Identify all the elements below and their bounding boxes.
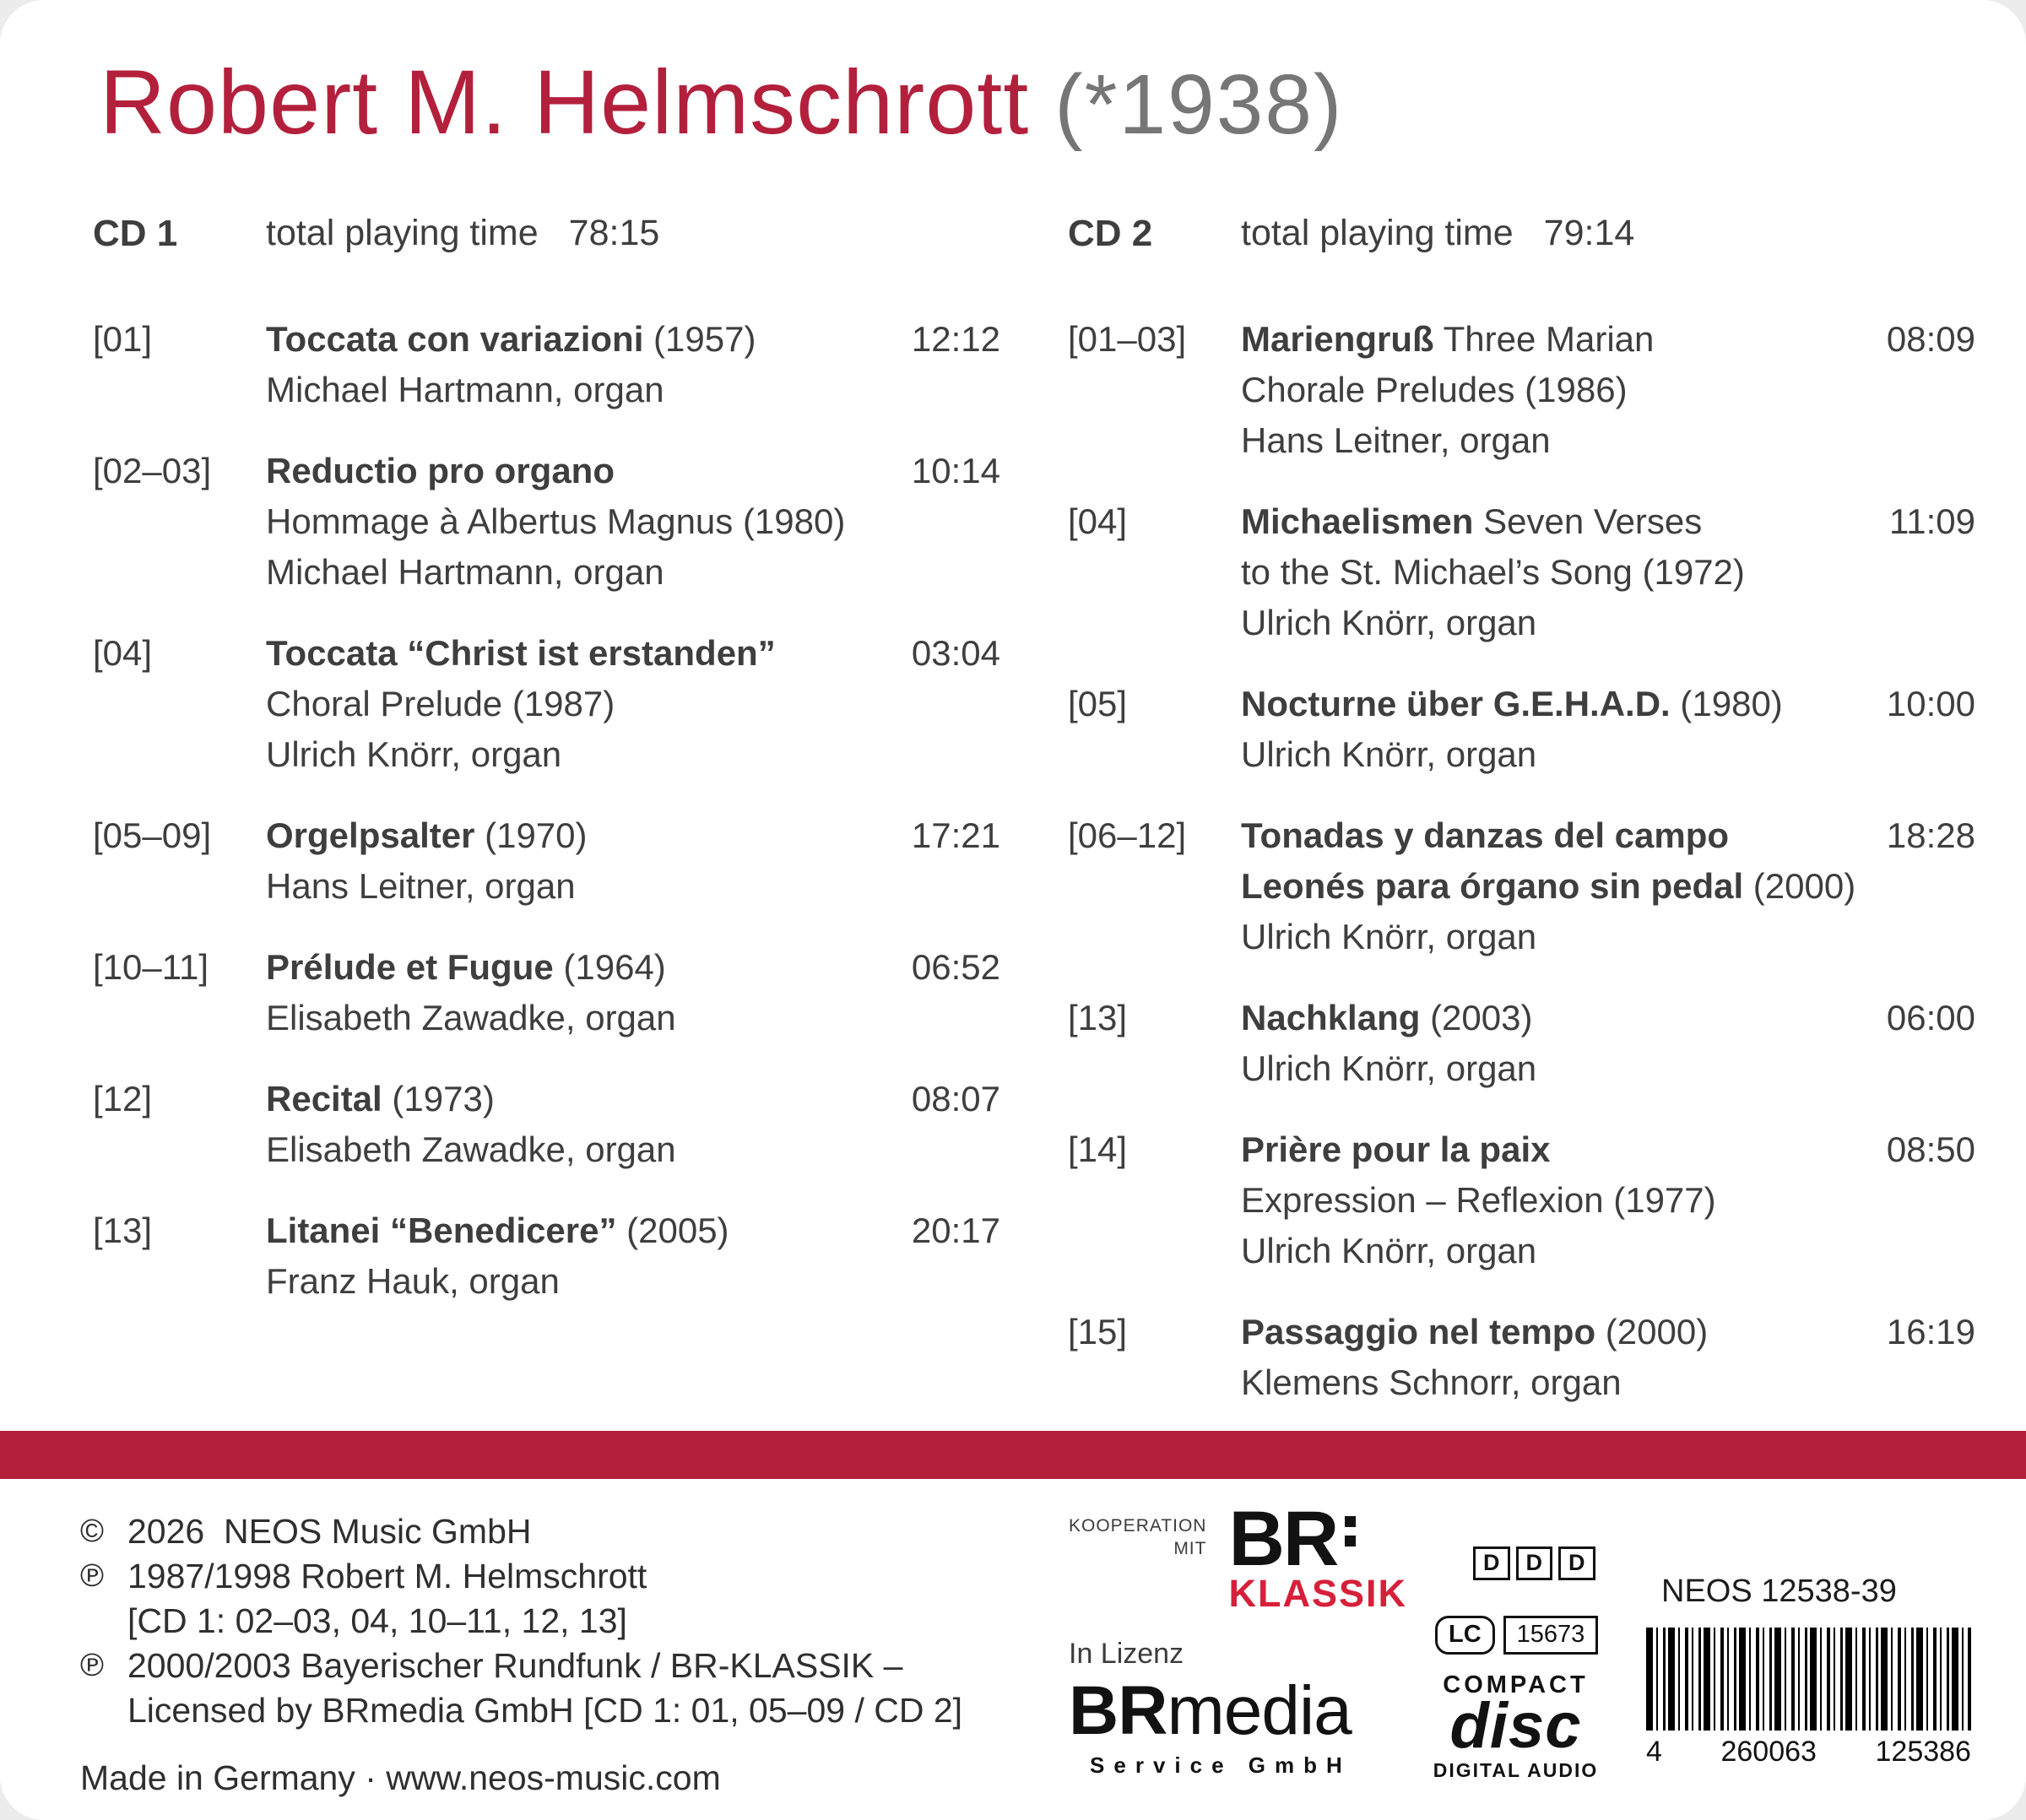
barcode-bars-icon	[1646, 1628, 1971, 1731]
track-number: [05]	[1068, 684, 1128, 723]
track-line	[1241, 1175, 1975, 1226]
track-line	[266, 496, 1000, 547]
track-title-rest: (1970)	[474, 815, 588, 855]
footer	[0, 1479, 2026, 1820]
track-line	[1241, 679, 1975, 729]
track-performer: Elisabeth Zawadke, organ	[266, 998, 676, 1037]
track-number: [02–03]	[93, 451, 212, 490]
cd2-column	[1068, 213, 1975, 1438]
track-text	[1241, 993, 1975, 1094]
track-text	[1241, 1307, 1975, 1408]
track-number: [10–11]	[93, 947, 209, 987]
cd1-header	[93, 213, 1000, 255]
track-row	[1068, 496, 1975, 648]
track-line	[266, 446, 1000, 496]
track-title-rest: (2000)	[1743, 866, 1856, 906]
lc-number: 15673	[1503, 1616, 1599, 1655]
track-row	[93, 810, 1000, 912]
track-line	[1241, 314, 1975, 365]
track-line	[266, 1074, 1000, 1124]
phono-line	[80, 1554, 1017, 1599]
cd2-playing-time-value: 79:14	[1543, 213, 1635, 253]
track-line	[266, 729, 1000, 780]
track-line	[266, 679, 1000, 729]
track-line	[1241, 1043, 1975, 1094]
track-performer: Ulrich Knörr, organ	[1241, 1048, 1537, 1088]
cd1-playing-time-label: total playing time	[266, 213, 539, 253]
klassik-logo-text: KLASSIK	[1228, 1572, 1407, 1616]
track-number: [13]	[1068, 998, 1128, 1037]
track-row	[1068, 314, 1975, 466]
track-text	[266, 628, 1000, 780]
phono-line	[80, 1644, 1017, 1688]
track-time: 03:04	[911, 633, 1000, 673]
track-line	[1241, 861, 1975, 912]
track-line	[266, 993, 1000, 1043]
cd-logo-disc: disc	[1449, 1690, 1582, 1762]
ddd-box: D	[1473, 1546, 1510, 1580]
track-performer: Franz Hauk, organ	[266, 1261, 560, 1301]
track-line	[1241, 415, 1975, 466]
brmedia-service-gmbh: Service GmbH	[1090, 1752, 1352, 1778]
br-logo-top	[1228, 1496, 1407, 1582]
track-performer: Ulrich Knörr, organ	[266, 734, 562, 774]
track-row	[93, 942, 1000, 1043]
track-number: [15]	[1068, 1312, 1128, 1351]
track-row	[1068, 993, 1975, 1094]
track-title: Toccata “Christ ist erstanden”	[266, 633, 776, 673]
track-line	[266, 314, 1000, 365]
empty-symbol	[80, 1599, 127, 1644]
track-number: [01]	[93, 319, 153, 359]
copyright-block	[80, 1509, 1017, 1798]
track-line	[1241, 810, 1975, 861]
track-line	[1241, 1307, 1975, 1357]
track-number: [06–12]	[1068, 815, 1187, 855]
cd2-label: CD 2	[1068, 213, 1153, 254]
track-time: 08:50	[1886, 1129, 1975, 1169]
track-subtitle: Choral Prelude (1987)	[266, 684, 615, 723]
barcode	[1646, 1628, 1971, 1769]
br-dot-icon	[1345, 1536, 1356, 1546]
composer-name: Robert M. Helmschrott	[100, 51, 1030, 153]
track-title-rest: (1957)	[643, 319, 756, 359]
phono-symbol: ℗	[80, 1558, 104, 1594]
cd2-header	[1068, 213, 1975, 255]
track-title-rest: (2000)	[1595, 1312, 1709, 1351]
cd1-playing-time-value: 78:15	[568, 213, 660, 253]
track-row	[93, 314, 1000, 415]
track-subtitle: to the St. Michael’s Song (1972)	[1241, 552, 1745, 592]
cd-logo-compact: COMPACT	[1443, 1671, 1589, 1698]
page-title	[100, 49, 1343, 154]
track-text	[266, 446, 1000, 598]
track-line	[266, 1205, 1000, 1256]
track-title: Mariengruß	[1241, 319, 1434, 359]
track-line	[1241, 547, 1975, 598]
track-row	[93, 446, 1000, 598]
track-line	[266, 861, 1000, 912]
track-row	[1068, 1307, 1975, 1408]
copyright-line	[80, 1509, 1017, 1554]
cd-logo-digital-audio: DIGITAL AUDIO	[1433, 1758, 1599, 1781]
track-title: Prélude et Fugue	[266, 947, 554, 987]
track-time: 11:09	[1889, 501, 1975, 541]
track-time: 18:28	[1886, 815, 1975, 855]
track-performer: Elisabeth Zawadke, organ	[266, 1129, 676, 1169]
track-title-rest: (2005)	[616, 1211, 729, 1250]
track-number: [01–03]	[1068, 319, 1187, 359]
br-logo-text: BR	[1228, 1496, 1338, 1582]
track-title: Leonés para órgano sin pedal	[1241, 866, 1744, 906]
track-performer: Ulrich Knörr, organ	[1241, 917, 1537, 956]
track-line	[266, 942, 1000, 993]
copyright-symbol: ©	[80, 1514, 104, 1549]
track-number: [13]	[93, 1211, 153, 1250]
track-title: Reductio pro organo	[266, 451, 615, 490]
track-time: 08:07	[911, 1079, 1000, 1119]
track-text	[1241, 314, 1975, 466]
track-performer: Klemens Schnorr, organ	[1241, 1362, 1622, 1402]
track-title-rest: (1973)	[382, 1079, 495, 1119]
phono-line-cont	[80, 1599, 1017, 1644]
track-time: 20:17	[911, 1211, 1000, 1250]
lc-badge: LC	[1435, 1616, 1495, 1655]
track-row	[1068, 679, 1975, 780]
track-performer: Hans Leitner, organ	[1241, 420, 1551, 460]
track-title: Toccata con variazioni	[266, 319, 644, 359]
br-dot-icon	[1345, 1516, 1356, 1527]
track-title: Nachklang	[1241, 998, 1421, 1037]
track-title: Passaggio nel tempo	[1241, 1312, 1596, 1351]
track-time: 16:19	[1886, 1312, 1975, 1351]
track-number: [05–09]	[93, 815, 212, 855]
track-row	[93, 1205, 1000, 1307]
ddd-box: D	[1558, 1546, 1595, 1580]
track-line	[266, 365, 1000, 415]
track-title: Tonadas y danzas del campo	[1241, 815, 1730, 855]
track-line	[1241, 496, 1975, 547]
track-subtitle: Hommage à Albertus Magnus (1980)	[266, 501, 846, 541]
track-number: [12]	[93, 1079, 153, 1119]
track-line	[266, 547, 1000, 598]
track-line	[1241, 365, 1975, 415]
track-performer: Ulrich Knörr, organ	[1241, 734, 1537, 774]
track-row	[93, 1074, 1000, 1175]
track-title: Recital	[266, 1079, 382, 1119]
copyright-text: 2026 NEOS Music GmbH	[127, 1512, 532, 1551]
track-title-rest: (2003)	[1420, 998, 1533, 1037]
track-text	[266, 810, 1000, 912]
track-line	[1241, 1124, 1975, 1175]
track-time: 06:00	[1886, 998, 1975, 1037]
track-subtitle: Chorale Preludes (1986)	[1241, 370, 1628, 409]
track-title-rest: Three Marian	[1433, 319, 1655, 359]
track-line	[266, 1256, 1000, 1307]
made-in-line: Made in Germany · www.neos-music.com	[80, 1758, 721, 1797]
track-text	[266, 1074, 1000, 1175]
catalog-number: NEOS 12538-39	[1661, 1574, 1897, 1609]
track-line	[266, 628, 1000, 679]
track-text	[1241, 810, 1975, 962]
phono-text: 1987/1998 Robert M. Helmschrott	[127, 1557, 647, 1595]
track-time: 06:52	[911, 947, 1000, 987]
compact-disc-logo	[1425, 1671, 1606, 1782]
track-subtitle: Expression – Reflexion (1977)	[1241, 1180, 1716, 1220]
track-line	[1241, 729, 1975, 780]
track-title: Litanei “Benedicere”	[266, 1211, 617, 1250]
track-title-rest: (1964)	[553, 947, 666, 987]
barcode-digits-right: 125386	[1875, 1736, 1971, 1768]
barcode-number	[1646, 1731, 1971, 1769]
track-number: [14]	[1068, 1129, 1128, 1169]
kooperation-label	[1069, 1514, 1206, 1560]
ddd-box: D	[1516, 1546, 1553, 1580]
track-time: 08:09	[1886, 319, 1975, 359]
cd2-playing-time-label: total playing time	[1241, 213, 1514, 253]
cd1-column	[93, 213, 1000, 1438]
track-title: Nocturne über G.E.H.A.D.	[1241, 684, 1671, 723]
track-row	[1068, 1124, 1975, 1276]
label-code-block	[1435, 1616, 1598, 1655]
track-title: Prière pour la paix	[1241, 1129, 1551, 1169]
track-title: Orgelpsalter	[266, 815, 475, 855]
track-line	[1241, 993, 1975, 1043]
track-performer: Michael Hartmann, organ	[266, 552, 664, 592]
barcode-digits-left: 260063	[1720, 1736, 1817, 1768]
br-klassik-logo	[1228, 1496, 1407, 1616]
brmedia-logo-text	[1069, 1672, 1352, 1749]
empty-symbol	[80, 1688, 127, 1733]
phono-symbol: ℗	[80, 1648, 104, 1683]
track-performer: Michael Hartmann, organ	[266, 370, 664, 409]
track-performer: Ulrich Knörr, organ	[1241, 1231, 1537, 1270]
track-row	[1068, 810, 1975, 962]
track-text	[266, 1205, 1000, 1307]
phono-text: 2000/2003 Bayerischer Rundfunk / BR-KLASSIK –	[127, 1646, 903, 1685]
track-line	[1241, 912, 1975, 962]
track-text	[1241, 496, 1975, 648]
track-text	[266, 942, 1000, 1043]
track-text	[1241, 679, 1975, 780]
track-time: 10:14	[911, 451, 1000, 490]
phono-text-cont: Licensed by BRmedia GmbH [CD 1: 01, 05–09 / CD 2]	[127, 1691, 963, 1730]
kooperation-line1: KOOPERATION	[1069, 1516, 1207, 1536]
track-time: 12:12	[911, 319, 1000, 359]
barcode-digit-first: 4	[1646, 1736, 1662, 1768]
track-line	[1241, 1226, 1975, 1276]
composer-birth-year: (*1938)	[1054, 57, 1344, 152]
brmedia-br: BR	[1069, 1672, 1167, 1749]
cd1-label: CD 1	[93, 213, 178, 254]
track-title-rest: (1980)	[1670, 684, 1783, 723]
track-performer: Ulrich Knörr, organ	[1241, 603, 1537, 642]
phono-text-cont: [CD 1: 02–03, 04, 10–11, 12, 13]	[127, 1601, 627, 1640]
track-time: 10:00	[1886, 684, 1975, 723]
track-line	[1241, 598, 1975, 648]
ddd-logo	[1473, 1546, 1595, 1580]
brmedia-media: media	[1167, 1672, 1352, 1749]
br-klassik-block	[1069, 1496, 1407, 1616]
track-row	[93, 628, 1000, 780]
track-line	[266, 810, 1000, 861]
track-title: Michaelismen	[1241, 501, 1474, 541]
track-text	[1241, 1124, 1975, 1276]
divider-bar	[0, 1431, 2026, 1479]
track-performer: Hans Leitner, organ	[266, 866, 576, 906]
track-title-rest: Seven Verses	[1473, 501, 1703, 541]
cd2-playing-time	[1241, 213, 1975, 255]
track-line	[266, 1124, 1000, 1175]
cd1-playing-time	[266, 213, 1000, 255]
track-listing	[93, 213, 1975, 1438]
br-logo-dots-icon	[1345, 1516, 1356, 1546]
track-number: [04]	[1068, 501, 1128, 541]
kooperation-line2: MIT	[1173, 1539, 1207, 1558]
brmedia-logo	[1069, 1672, 1352, 1779]
track-text	[266, 314, 1000, 415]
phono-line-cont	[80, 1688, 1017, 1733]
track-line	[1241, 1357, 1975, 1408]
track-number: [04]	[93, 633, 153, 673]
in-lizenz-label: In Lizenz	[1069, 1638, 1184, 1670]
track-time: 17:21	[911, 815, 1000, 855]
